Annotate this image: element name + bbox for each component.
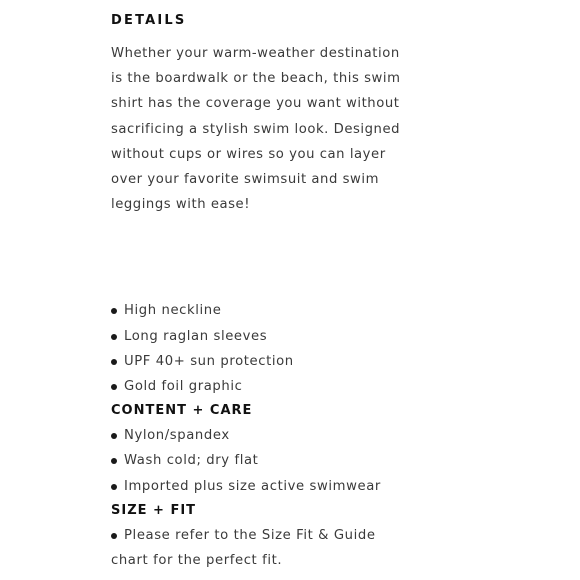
bullet-icon [111, 359, 117, 365]
size-fit-heading: SIZE + FIT [111, 502, 197, 518]
details-heading: DETAILS [111, 13, 187, 28]
product-details-panel [111, 12, 431, 573]
bullet-icon [111, 484, 117, 490]
list-item [111, 523, 411, 573]
bullet-icon [111, 384, 117, 390]
content-care-list [111, 423, 431, 499]
list-item-text: High neckline [124, 303, 222, 319]
content-care-heading: CONTENT + CARE [111, 403, 253, 419]
list-item [111, 448, 431, 473]
list-item-text: Nylon/spandex [124, 428, 230, 444]
list-item-text: Imported plus size active swimwear [124, 478, 381, 494]
list-item [111, 374, 431, 399]
size-fit-list [111, 523, 431, 573]
list-item-text: UPF 40+ sun protection [124, 353, 294, 369]
bullet-icon [111, 533, 117, 539]
list-item-text: Long raglan sleeves [124, 328, 268, 344]
list-item [111, 324, 431, 349]
list-item [111, 474, 431, 499]
bullet-icon [111, 308, 117, 314]
details-description: Whether your warm-weather destination is the boardwalk or the beach, this swim shirt has the coverage you want without sacrificing a stylish swim look. Designed without cups or wires so you can layer over your favorite swimsuit and swim leggings with ease! [111, 46, 401, 213]
list-item-text: Gold foil graphic [124, 379, 243, 395]
list-item-text: Please refer to the Size Fit & Guide chart for the perfect fit. [111, 527, 376, 569]
bullet-icon [111, 334, 117, 340]
bullet-icon [111, 433, 117, 439]
list-item-text: Wash cold; dry flat [124, 453, 259, 469]
list-item [111, 349, 431, 374]
features-list [111, 298, 431, 399]
list-item [111, 423, 431, 448]
list-item [111, 298, 431, 323]
bullet-icon [111, 458, 117, 464]
